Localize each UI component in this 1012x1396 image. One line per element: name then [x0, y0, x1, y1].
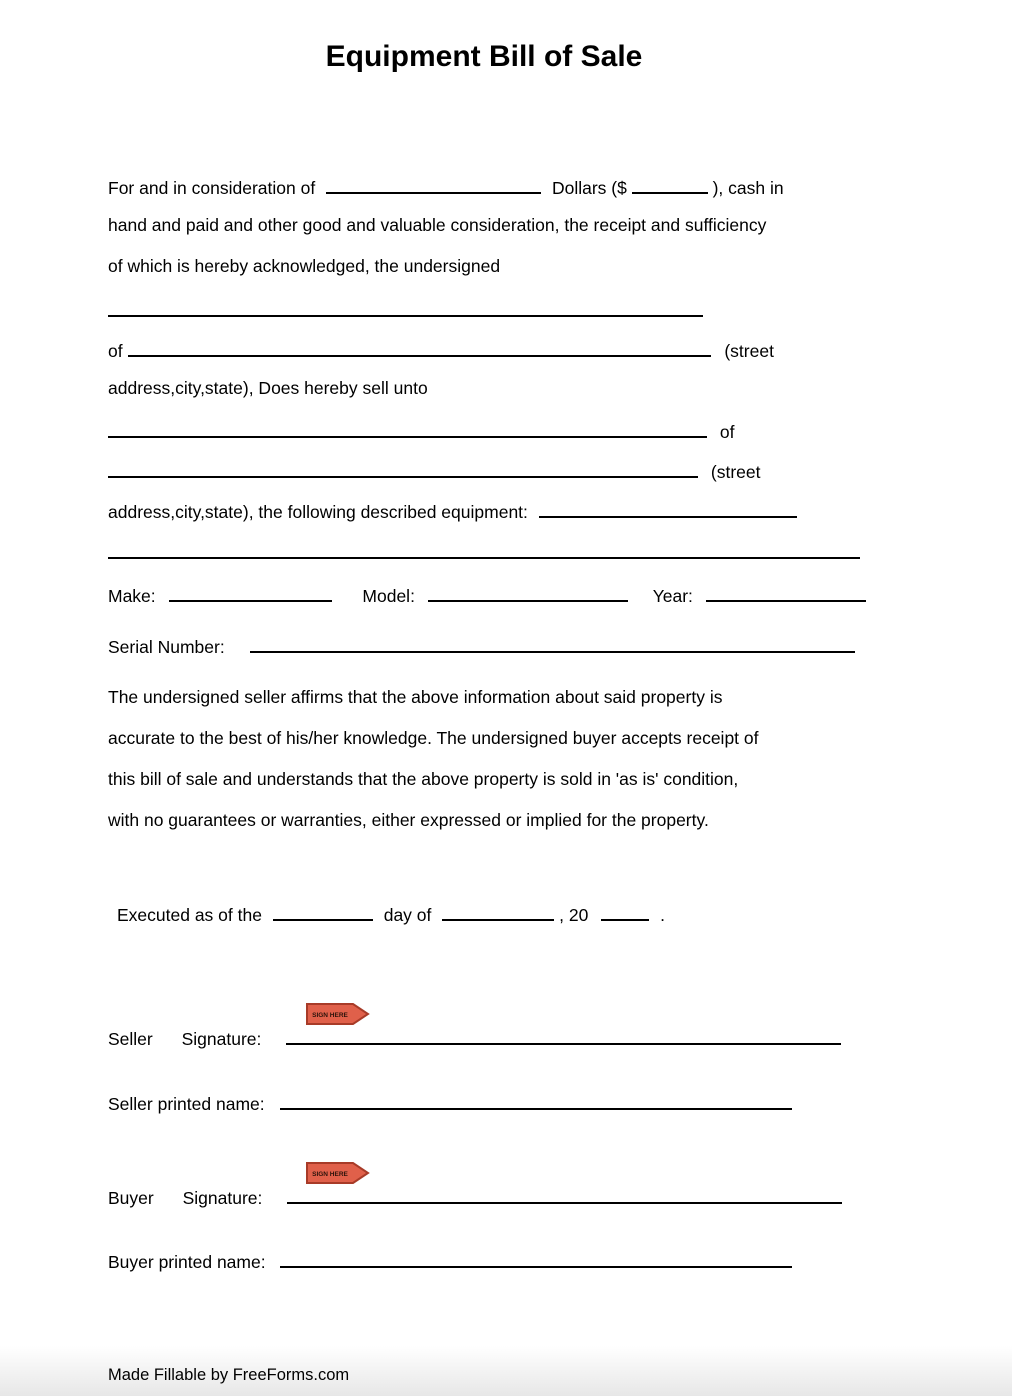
seller-printed-name-line [108, 1087, 792, 1117]
intro-line-2: hand and paid and other good and valuable consideration, the receipt and sufficiency [108, 215, 767, 235]
affirmation-line-3: this bill of sale and understands that the above property is sold in 'as is' condition, [108, 769, 739, 789]
seller-signature-label: Signature: [181, 1029, 262, 1049]
serial-number-line [108, 630, 855, 660]
seller-street-text: (street [724, 341, 774, 361]
amount-numeric-field[interactable] [632, 171, 708, 194]
year-field[interactable] [706, 579, 866, 602]
buyer-name-line [108, 415, 734, 445]
buyer-signature-field[interactable] [287, 1181, 842, 1204]
sign-here-tag-text: SIGN HERE [312, 1012, 348, 1019]
execution-year-field[interactable] [601, 898, 649, 921]
equipment-description-text: address,city,state), the following described equipment: [108, 502, 528, 522]
affirmation-line-1: The undersigned seller affirms that the above information about said property is [108, 687, 723, 707]
execution-date-line [117, 898, 665, 928]
buyer-address-line [108, 455, 760, 485]
intro-line-3: of which is hereby acknowledged, the undersigned [108, 256, 501, 276]
intro-text-1: For and in consideration of [108, 178, 316, 198]
amount-in-words-field[interactable] [326, 171, 541, 194]
equipment-description-field[interactable] [539, 495, 797, 518]
serial-number-field[interactable] [250, 630, 855, 653]
execution-text-1: Executed as of the [117, 905, 262, 925]
equipment-description-field-2[interactable] [108, 536, 860, 559]
seller-street-address-field[interactable] [128, 334, 711, 357]
serial-number-label: Serial Number: [108, 637, 225, 657]
buyer-printed-name-label: Buyer printed name: [108, 1252, 266, 1272]
seller-address-line [108, 334, 774, 364]
make-label: Make: [108, 586, 156, 606]
buyer-printed-name-field[interactable] [280, 1245, 792, 1268]
execution-text-2: day of [383, 905, 432, 925]
equipment-description-line [108, 495, 797, 525]
page-title: Equipment Bill of Sale [325, 40, 643, 73]
make-model-year-line [108, 579, 866, 609]
model-label: Model: [362, 586, 415, 606]
sell-unto-line: address,city,state), Does hereby sell unto [108, 378, 428, 398]
buyer-printed-name-line [108, 1245, 792, 1275]
buyer-of-text: of [719, 422, 735, 442]
seller-signature-field[interactable] [286, 1022, 841, 1045]
model-field[interactable] [428, 579, 628, 602]
year-label: Year: [652, 586, 693, 606]
buyer-name-field[interactable] [108, 415, 707, 438]
seller-name-field[interactable] [108, 294, 703, 317]
intro-text-3: ), cash in [712, 178, 784, 198]
seller-of-text: of [108, 341, 123, 361]
execution-text-4: . [660, 905, 665, 925]
make-field[interactable] [169, 579, 332, 602]
intro-line-1 [108, 171, 784, 201]
seller-printed-name-field[interactable] [280, 1087, 792, 1110]
seller-name-line [108, 294, 703, 324]
intro-text-2: Dollars ($ [551, 178, 627, 198]
footer-credit: Made Fillable by FreeForms.com [108, 1366, 350, 1384]
seller-printed-name-label: Seller printed name: [108, 1094, 265, 1114]
sign-here-tag-text: SIGN HERE [312, 1171, 348, 1178]
buyer-street-text: (street [710, 462, 761, 482]
execution-day-field[interactable] [273, 898, 373, 921]
seller-signature-line [108, 1022, 841, 1052]
buyer-street-address-field[interactable] [108, 455, 698, 478]
buyer-signature-line [108, 1181, 842, 1211]
execution-month-field[interactable] [442, 898, 554, 921]
equipment-description-line-2 [108, 536, 860, 566]
buyer-signature-label: Signature: [182, 1188, 263, 1208]
affirmation-line-2: accurate to the best of his/her knowledge. The undersigned buyer accepts receipt of [108, 728, 759, 748]
affirmation-line-4: with no guarantees or warranties, either expressed or implied for the property. [108, 810, 709, 830]
seller-word: Seller [108, 1029, 153, 1049]
execution-text-3: , 20 [559, 905, 589, 925]
buyer-word: Buyer [108, 1188, 154, 1208]
